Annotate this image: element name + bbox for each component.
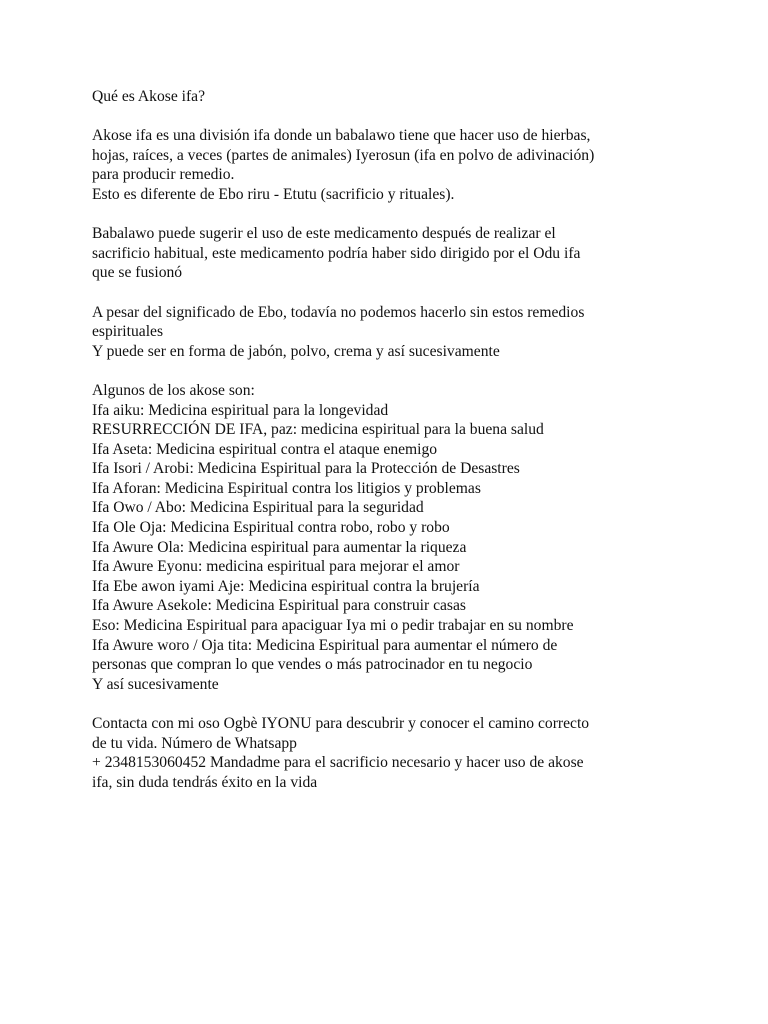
list-item: Ifa Awure woro / Oja tita: Medicina Espiritual para aumentar el número de [92,636,558,654]
text-line: que se fusionó [92,264,183,282]
list-heading: Algunos de los akose son: [92,381,255,399]
list-item: RESURRECCIÓN DE IFA, paz: medicina espiritual para la buena salud [92,421,544,439]
list-item: Ifa aiku: Medicina espiritual para la longevidad [92,401,389,419]
text-line: Qué es Akose ifa? [92,88,206,105]
text-line: sacrificio habitual, este medicamento podría haber sido dirigido por el Odu ifa [92,244,581,262]
list-item: Eso: Medicina Espiritual para apaciguar Iya mi o pedir trabajar en su nombre [92,617,574,635]
list-item: Ifa Awure Eyonu: medicina espiritual para mejorar el amor [92,558,460,576]
akose-list [92,381,692,695]
text-line: ifa, sin duda tendrás éxito en la vida [92,773,318,791]
text-line: espirituales [92,323,164,341]
text-line: de tu vida. Número de Whatsapp [92,734,297,752]
list-item: Ifa Owo / Abo: Medicina Espiritual para la seguridad [92,499,424,517]
text-line: Esto es diferente de Ebo riru - Etutu (sacrificio y rituales). [92,185,455,203]
text-line: Contacta con mi oso Ogbè IYONU para descubrir y conocer el camino correcto [92,715,590,732]
list-item: Ifa Awure Ola: Medicina espiritual para aumentar la riqueza [92,538,467,556]
list-item: Y así sucesivamente [92,675,219,693]
text-line: Akose ifa es una división ifa donde un babalawo tiene que hacer uso de hierbas, [92,127,591,145]
list-item: personas que compran lo que vendes o más patrocinador en tu negocio [92,656,533,674]
text-line: para producir remedio. [92,166,235,184]
question-heading [92,87,692,107]
text-line: Babalawo puede sugerir el uso de este medicamento después de realizar el [92,225,556,243]
text-line: + 2348153060452 Mandadme para el sacrificio necesario y hacer uso de akose [92,754,584,772]
list-item: Ifa Ebe awon iyami Aje: Medicina espiritual contra la brujería [92,577,480,595]
text-line: A pesar del significado de Ebo, todavía no podemos hacerlo sin estos remedios [92,303,585,321]
text-line: Y puede ser en forma de jabón, polvo, crema y así sucesivamente [92,342,500,360]
list-item: Ifa Aseta: Medicina espiritual contra el ataque enemigo [92,440,438,458]
babalawo-paragraph [92,224,692,283]
intro-paragraph [92,126,692,204]
list-item: Ifa Isori / Arobi: Medicina Espiritual para la Protección de Desastres [92,460,520,478]
contact-paragraph [92,714,692,792]
document-page [92,87,692,812]
list-item: Ifa Aforan: Medicina Espiritual contra los litigios y problemas [92,479,481,497]
list-item: Ifa Awure Asekole: Medicina Espiritual para construir casas [92,597,466,615]
ebo-paragraph [92,303,692,362]
list-item: Ifa Ole Oja: Medicina Espiritual contra robo, robo y robo [92,519,450,537]
text-line: hojas, raíces, a veces (partes de animales) Iyerosun (ifa en polvo de adivinación) [92,146,595,164]
